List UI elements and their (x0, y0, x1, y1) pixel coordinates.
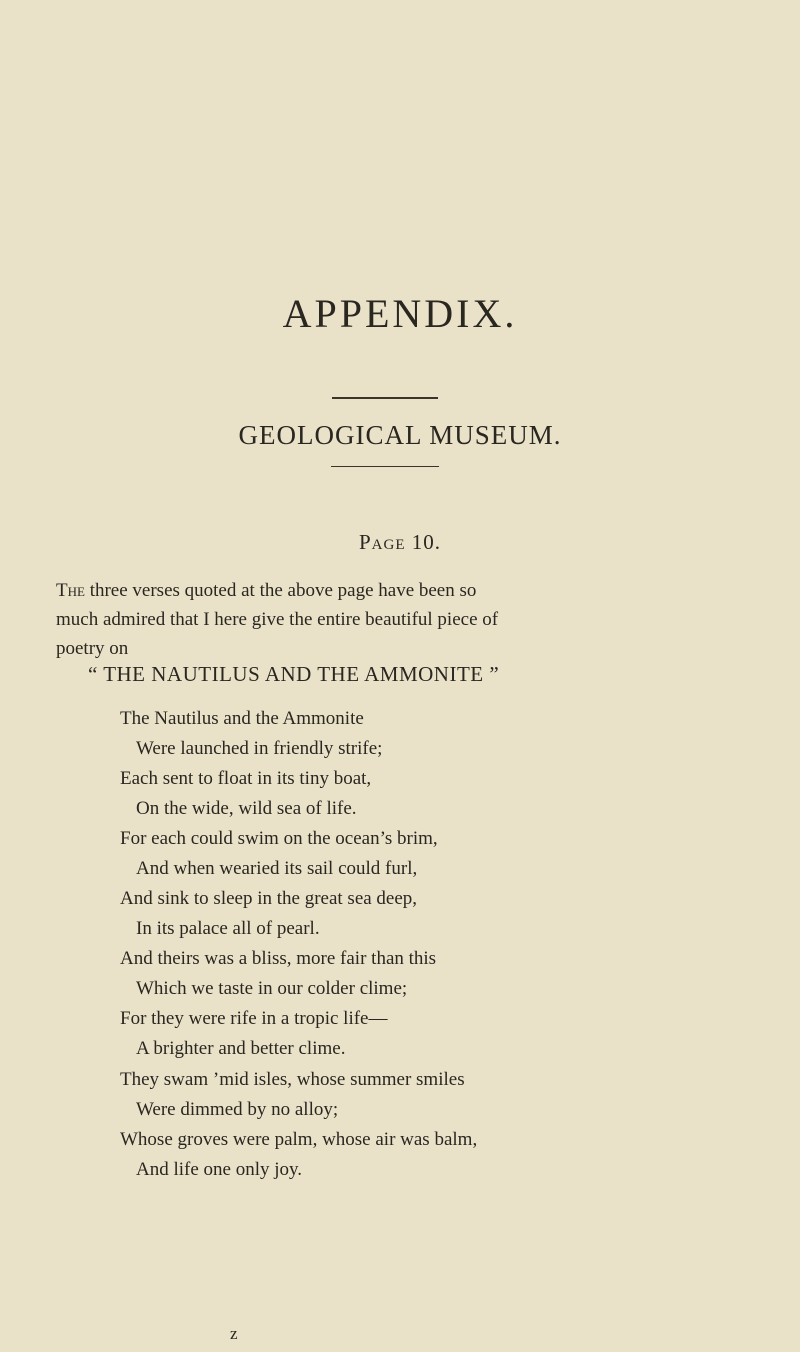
poem-line: The Nautilus and the Ammonite (120, 708, 364, 729)
appendix-heading: APPENDIX. (282, 291, 518, 336)
poem-line: And when wearied its sail could furl, (136, 858, 418, 879)
page-reference: Page 10. (358, 530, 441, 554)
poem-title: “ THE NAUTILUS AND THE AMMONITE ” (88, 662, 500, 686)
poem-line: Each sent to float in its tiny boat, (120, 768, 372, 789)
intro-line-1-text: three verses quoted at the above page have been so (89, 580, 477, 601)
intro-line-2: much admired that I here give the entire beautiful piece of (56, 609, 499, 630)
poem-line: Whose groves were palm, whose air was balm, (120, 1129, 478, 1150)
poem-line: They swam ’mid isles, whose summer smiles (120, 1069, 465, 1090)
poem-line: Which we taste in our colder clime; (136, 978, 408, 999)
section-title: GEOLOGICAL MUSEUM. (238, 420, 562, 450)
poem-line: And sink to sleep in the great sea deep, (120, 888, 418, 909)
intro-first-word: The (56, 580, 85, 601)
poem-line: For each could swim on the ocean’s brim, (120, 828, 438, 849)
intro-paragraph (56, 576, 746, 663)
poem-line: And theirs was a bliss, more fair than this (120, 948, 437, 969)
stanza-1 (0, 704, 382, 824)
poem-line: For they were rife in a tropic life— (120, 1008, 388, 1029)
poem-line: On the wide, wild sea of life. (136, 798, 357, 819)
poem-line: Were launched in friendly strife; (136, 738, 383, 759)
intro-line-3: poetry on (56, 638, 129, 659)
stanza-4 (0, 1065, 477, 1185)
signature-mark: z (230, 1324, 238, 1343)
poem-line: In its palace all of pearl. (136, 918, 320, 939)
poem-line: And life one only joy. (136, 1159, 303, 1180)
heading-rule-top (332, 397, 438, 399)
stanza-2 (0, 824, 438, 944)
poem-line: Were dimmed by no alloy; (136, 1099, 339, 1120)
intro-line-1 (56, 576, 746, 605)
poem-line: A brighter and better clime. (136, 1038, 346, 1059)
stanza-3 (0, 944, 436, 1064)
heading-rule-bottom (331, 466, 439, 467)
